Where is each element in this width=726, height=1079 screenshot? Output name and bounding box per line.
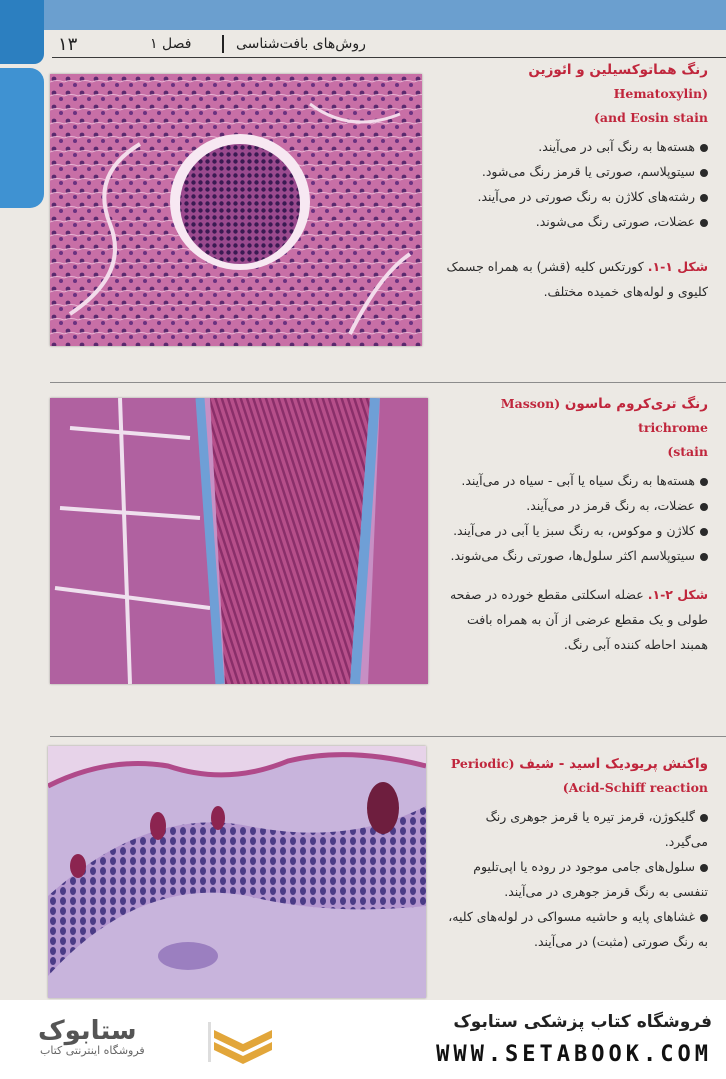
list-item: گلیکوژن، قرمز تیره یا قرمز جوهری رنگ می‌گیرد. — [485, 809, 708, 849]
chapter-label: فصل ۱ — [150, 36, 192, 52]
chapter-side-tab-lower — [0, 68, 44, 208]
he-stain-section — [438, 58, 708, 304]
header-separator — [222, 35, 224, 53]
page-number: ۱۳ — [58, 34, 78, 55]
list-item: کلاژن و موکوس، به رنگ سبز یا آبی در می‌آیند. — [440, 518, 708, 543]
setabook-logo[interactable] — [36, 1014, 286, 1070]
top-color-strip — [0, 0, 726, 30]
skeletal-muscle-micrograph — [50, 398, 428, 684]
section-divider — [50, 382, 726, 383]
logo-wordmark: ستابوک — [38, 1016, 137, 1046]
figure-caption: شکل ۱-۱. کورتکس کلیه (قشر) به همراه جسمک کلیوی و لوله‌های خمیده مختلف. — [446, 259, 708, 299]
intestinal-epithelium-micrograph — [48, 746, 426, 998]
list-item: رشته‌های کلاژن به رنگ صورتی در می‌آیند. — [438, 184, 708, 209]
book-title: روش‌های بافت‌شناسی — [236, 36, 366, 52]
masson-trichrome-section — [440, 392, 708, 657]
store-footer-banner — [0, 1000, 726, 1079]
masson-trichrome-title: رنگ تری‌کروم ماسون (Masson trichrome stain) — [500, 396, 708, 459]
list-item: عضلات، صورتی رنگ می‌شوند. — [438, 209, 708, 234]
book-logo-icon — [208, 1020, 278, 1064]
section-divider — [50, 736, 726, 737]
list-item: عضلات، به رنگ قرمز در می‌آیند. — [440, 493, 708, 518]
list-item: سیتوپلاسم اکثر سلول‌ها، صورتی رنگ می‌شوند. — [440, 543, 708, 568]
list-item: غشاهای پایه و حاشیه مسواکی در لوله‌های کلیه، به رنگ صورتی (مثبت) در می‌آیند. — [448, 909, 708, 949]
list-item: هسته‌ها به رنگ سیاه یا آبی - سیاه در می‌آیند. — [440, 468, 708, 493]
list-item: هسته‌ها به رنگ آبی در می‌آیند. — [438, 134, 708, 159]
pas-reaction-title: واکنش پریودیک اسید - شیف (Periodic Acid-Schiff reaction) — [450, 756, 708, 795]
figure-caption: شکل ۲-۱. عضله اسکلتی مقطع خورده در صفحه طولی و یک مقطع عرضی از آن به همراه بافت همبند احاطه کننده آبی رنگ. — [449, 587, 708, 652]
kidney-cortex-micrograph — [50, 74, 422, 346]
list-item: سلول‌های جامی موجود در روده یا اپی‌تلیوم تنفسی به رنگ قرمز جوهری در می‌آیند. — [473, 859, 708, 899]
page-header — [52, 30, 726, 58]
store-url-link[interactable]: WWW.SETABOOK.COM — [436, 1042, 712, 1067]
chapter-side-tab — [0, 0, 44, 64]
pas-reaction-section — [440, 752, 708, 954]
store-name: فروشگاه کتاب پزشکی ستابوک — [453, 1012, 712, 1032]
he-stain-title: رنگ هماتوکسیلین و ائوزین (Hematoxylin and Eosin stain) — [528, 62, 708, 125]
logo-tagline: فروشگاه اینترنتی کتاب — [40, 1044, 145, 1057]
list-item: سیتوپلاسم، صورتی یا قرمز رنگ می‌شود. — [438, 159, 708, 184]
